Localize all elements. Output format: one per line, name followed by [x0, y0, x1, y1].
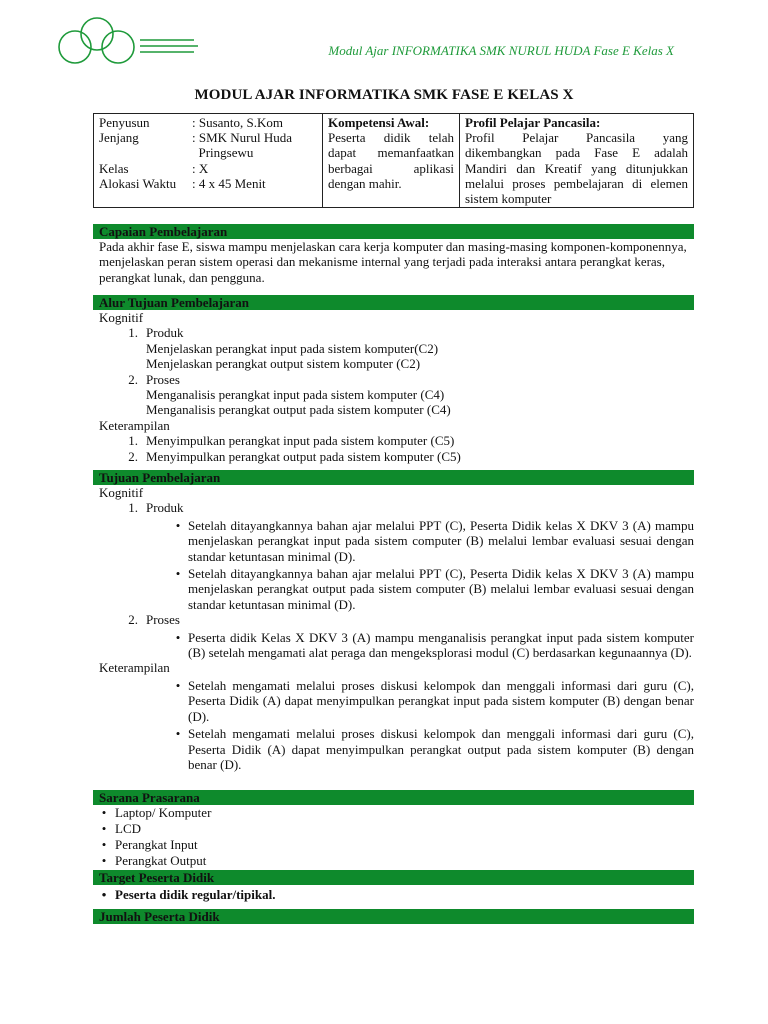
bullet-text: Setelah ditayangkannya bahan ajar melalui PPT (C), Peserta Didik kelas X DKV 3 (A) mampu menjelaskan perangkat input pada sistem computer (B) melalui lembar evaluasi sesuai dengan standar ketuntasan minimal (D). — [188, 517, 694, 564]
list-subitem: Menjelaskan perangkat input pada sistem komputer(C2) — [146, 340, 439, 356]
kognitif-label: Kognitif — [99, 485, 144, 500]
list-label: Proses — [146, 612, 180, 628]
info-value: : X — [192, 160, 209, 176]
bullet-text: Setelah mengamati melalui proses diskusi kelompok dan menggali informasi dari guru (C), Peserta Didik (A) dapat menyimpulkan perangkat output pada sistem komputer (B) dengan benar (D). — [188, 726, 694, 772]
list-number: 2. — [128, 448, 138, 464]
kompetensi-text: Peserta didik telah dapat memanfaatkan berbagai aplikasi dengan mahir. — [328, 130, 454, 191]
info-key: Alokasi Waktu — [99, 175, 177, 191]
section-heading: Capaian Pembelajaran — [93, 224, 694, 239]
running-header: Modul Ajar INFORMATIKA SMK NURUL HUDA Fase E Kelas X — [328, 43, 674, 58]
list-label: Proses — [146, 371, 180, 387]
list-label: Produk — [146, 325, 184, 341]
info-value: : Susanto, S.Kom — [192, 115, 284, 130]
sarana-item: Perangkat Output — [115, 853, 207, 868]
info-key: Penyusun — [99, 115, 150, 130]
bullet-text: Setelah ditayangkannya bahan ajar melalui PPT (C), Peserta Didik kelas X DKV 3 (A) mampu menjelaskan perangkat output pada sistem computer (B) melalui lembar evaluasi sesuai dengan standar ketuntasan minimal (D). — [188, 566, 694, 612]
profil-title: Profil Pelajar Pancasila: — [465, 115, 601, 130]
bullet-icon: • — [175, 677, 181, 693]
bullet-icon: • — [175, 629, 181, 645]
section-heading: Target Peserta Didik — [93, 870, 694, 885]
bullet-text: Setelah mengamati melalui proses diskusi kelompok dan menggali informasi dari guru (C), Peserta Didik (A) dapat menyimpulkan perangkat input pada sistem komputer (B) dengan benar (D). — [188, 677, 694, 724]
info-key: Kelas — [99, 160, 129, 176]
bullet-icon: • — [175, 726, 181, 742]
tujuan-section — [93, 470, 694, 772]
profil-cell — [460, 114, 694, 208]
bullet-icon: • — [101, 887, 107, 902]
keterampilan-label: Keterampilan — [99, 660, 170, 676]
list-label: Menyimpulkan perangkat output pada sistem komputer (C5) — [146, 448, 461, 464]
info-value: : SMK Nurul Huda — [192, 130, 293, 146]
list-number: 1. — [128, 433, 138, 449]
list-subitem: Menganalisis perangkat input pada sistem komputer (C4) — [146, 387, 445, 403]
list-subitem: Menganalisis perangkat output pada sistem komputer (C4) — [146, 402, 451, 418]
sarana-item: LCD — [115, 821, 141, 836]
target-item: Peserta didik regular/tipikal. — [115, 887, 276, 902]
list-number: 1. — [128, 500, 138, 516]
bullet-icon: • — [101, 821, 107, 836]
list-label: Produk — [146, 500, 184, 516]
kognitif-label: Kognitif — [99, 310, 144, 325]
keterampilan-label: Keterampilan — [99, 417, 170, 433]
alur-section — [93, 295, 694, 464]
kompetensi-cell — [323, 114, 460, 208]
bullet-icon: • — [101, 837, 107, 852]
bullet-icon: • — [101, 853, 107, 868]
identity-cell — [94, 114, 323, 208]
list-number: 1. — [128, 325, 138, 341]
bullet-icon: • — [175, 517, 181, 533]
info-value: Pringsewu — [192, 145, 254, 161]
section-heading: Sarana Prasarana — [93, 790, 694, 805]
info-value: : 4 x 45 Menit — [192, 175, 266, 191]
list-subitem: Menjelaskan perangkat output sistem komputer (C2) — [146, 356, 421, 372]
list-number: 2. — [128, 371, 138, 387]
list-label: Menyimpulkan perangkat input pada sistem komputer (C5) — [146, 433, 455, 449]
section-heading: Alur Tujuan Pembelajaran — [93, 295, 694, 310]
school-logo — [52, 14, 202, 66]
section-heading: Jumlah Peserta Didik — [93, 909, 694, 924]
sarana-item: Laptop/ Komputer — [115, 805, 212, 820]
section-heading: Tujuan Pembelajaran — [93, 470, 694, 485]
module-info-table — [93, 113, 694, 208]
capaian-text: Pada akhir fase E, siswa mampu menjelaskan cara kerja komputer dan masing-masing komponen-komponennya, menjelaskan peran sistem operasi dan mekanisme internal yang terjadi pada interaksi antara perangkat keras, perangkat lunak, dan pengguna. — [99, 239, 687, 285]
profil-text: Profil Pelajar Pancasila yang dikembangkan pada Fase E adalah Mandiri dan Kreatif yang ditunjukkan melalui proses pembelajaran di elemen sistem komputer — [465, 130, 688, 207]
jumlah-section — [93, 909, 694, 924]
document-title: MODUL AJAR INFORMATIKA SMK FASE E KELAS X — [194, 87, 574, 103]
bullet-icon: • — [175, 566, 181, 582]
sarana-item: Perangkat Input — [115, 837, 198, 852]
info-key: Jenjang — [99, 130, 139, 146]
kompetensi-title: Kompetensi Awal: — [328, 115, 430, 130]
list-number: 2. — [128, 612, 138, 628]
target-section — [93, 870, 694, 902]
sarana-section — [93, 790, 694, 869]
info-key — [99, 145, 192, 160]
bullet-icon: • — [101, 805, 107, 820]
capaian-section — [93, 224, 694, 285]
bullet-text: Peserta didik Kelas X DKV 3 (A) mampu menganalisis perangkat input pada sistem komputer (B) setelah mengamati alat peraga dan mengeksplorasi modul (C) berdasarkan kegunaannya (D). — [188, 629, 694, 661]
